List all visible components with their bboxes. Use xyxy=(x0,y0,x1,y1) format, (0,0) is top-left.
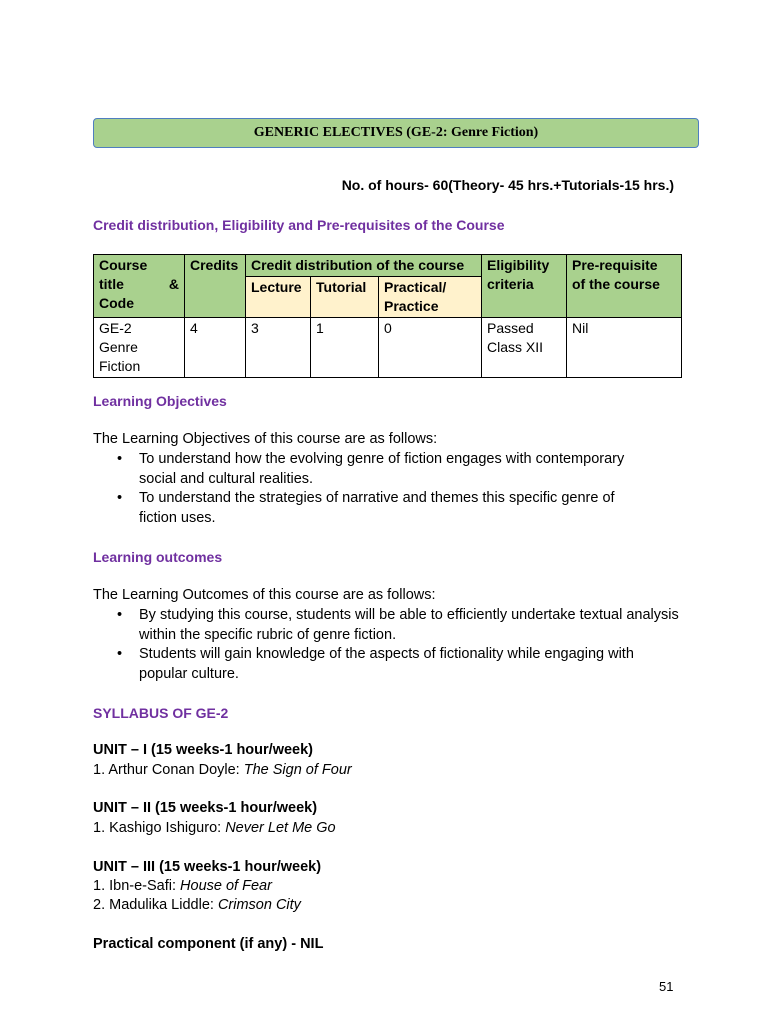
header-practical: Practical/ Practice xyxy=(379,277,482,318)
unit-2-title: UNIT – II (15 weeks-1 hour/week) xyxy=(93,800,318,816)
outcomes-heading: Learning outcomes xyxy=(93,549,223,565)
unit-3-item-1: 1. Ibn-e-Safi: House of Fear xyxy=(93,878,272,894)
header-credits: Credits xyxy=(185,255,246,318)
unit-2-item-1: 1. Kashigo Ishiguro: Never Let Me Go xyxy=(93,820,336,836)
table-row xyxy=(94,318,682,378)
list-item: • By studying this course, students will be able to efficiently undertake textual analysis within the specific rubric of genre fiction. xyxy=(93,606,713,645)
page-number: 51 xyxy=(659,979,674,994)
cell-practical: 0 xyxy=(379,318,482,378)
credit-heading: Credit distribution, Eligibility and Pre-requisites of the Course xyxy=(93,217,505,233)
syllabus-heading: SYLLABUS OF GE-2 xyxy=(93,705,229,721)
objectives-heading: Learning Objectives xyxy=(93,393,227,409)
unit-1-title: UNIT – I (15 weeks-1 hour/week) xyxy=(93,742,313,758)
cell-course: GE-2 Genre Fiction xyxy=(94,318,185,378)
list-item: • Students will gain knowledge of the aspects of fictionality while engaging with popular culture. xyxy=(93,645,713,684)
cell-tutorial: 1 xyxy=(311,318,379,378)
header-eligibility: Eligibility criteria xyxy=(482,255,567,318)
header-tutorial: Tutorial xyxy=(311,277,379,318)
header-course: Course title & Code xyxy=(94,255,185,318)
practical-component: Practical component (if any) - NIL xyxy=(93,936,324,952)
unit-3-title: UNIT – III (15 weeks-1 hour/week) xyxy=(93,859,322,875)
unit-3-item-2: 2. Madulika Liddle: Crimson City xyxy=(93,897,301,913)
cell-eligibility: Passed Class XII xyxy=(482,318,567,378)
hours-info: No. of hours- 60(Theory- 45 hrs.+Tutorials-15 hrs.) xyxy=(341,177,674,193)
page-title-box xyxy=(93,118,699,148)
list-item: • To understand the strategies of narrative and themes this specific genre of fiction uses. xyxy=(93,489,713,528)
cell-credits: 4 xyxy=(185,318,246,378)
list-item: • To understand how the evolving genre of fiction engages with contemporary social and cultural realities. xyxy=(93,450,713,489)
credit-table xyxy=(93,254,682,378)
cell-lecture: 3 xyxy=(246,318,311,378)
header-prereq: Pre-requisite of the course xyxy=(567,255,682,318)
outcomes-intro: The Learning Outcomes of this course are as follows: xyxy=(93,587,436,603)
outcomes-list xyxy=(93,606,713,684)
objectives-intro: The Learning Objectives of this course are as follows: xyxy=(93,431,438,447)
cell-prereq: Nil xyxy=(567,318,682,378)
header-distribution: Credit distribution of the course xyxy=(246,255,482,277)
header-lecture: Lecture xyxy=(246,277,311,318)
objectives-list xyxy=(93,450,713,528)
page-title: GENERIC ELECTIVES (GE-2: Genre Fiction) xyxy=(253,125,539,140)
unit-1-item-1: 1. Arthur Conan Doyle: The Sign of Four xyxy=(93,762,352,778)
